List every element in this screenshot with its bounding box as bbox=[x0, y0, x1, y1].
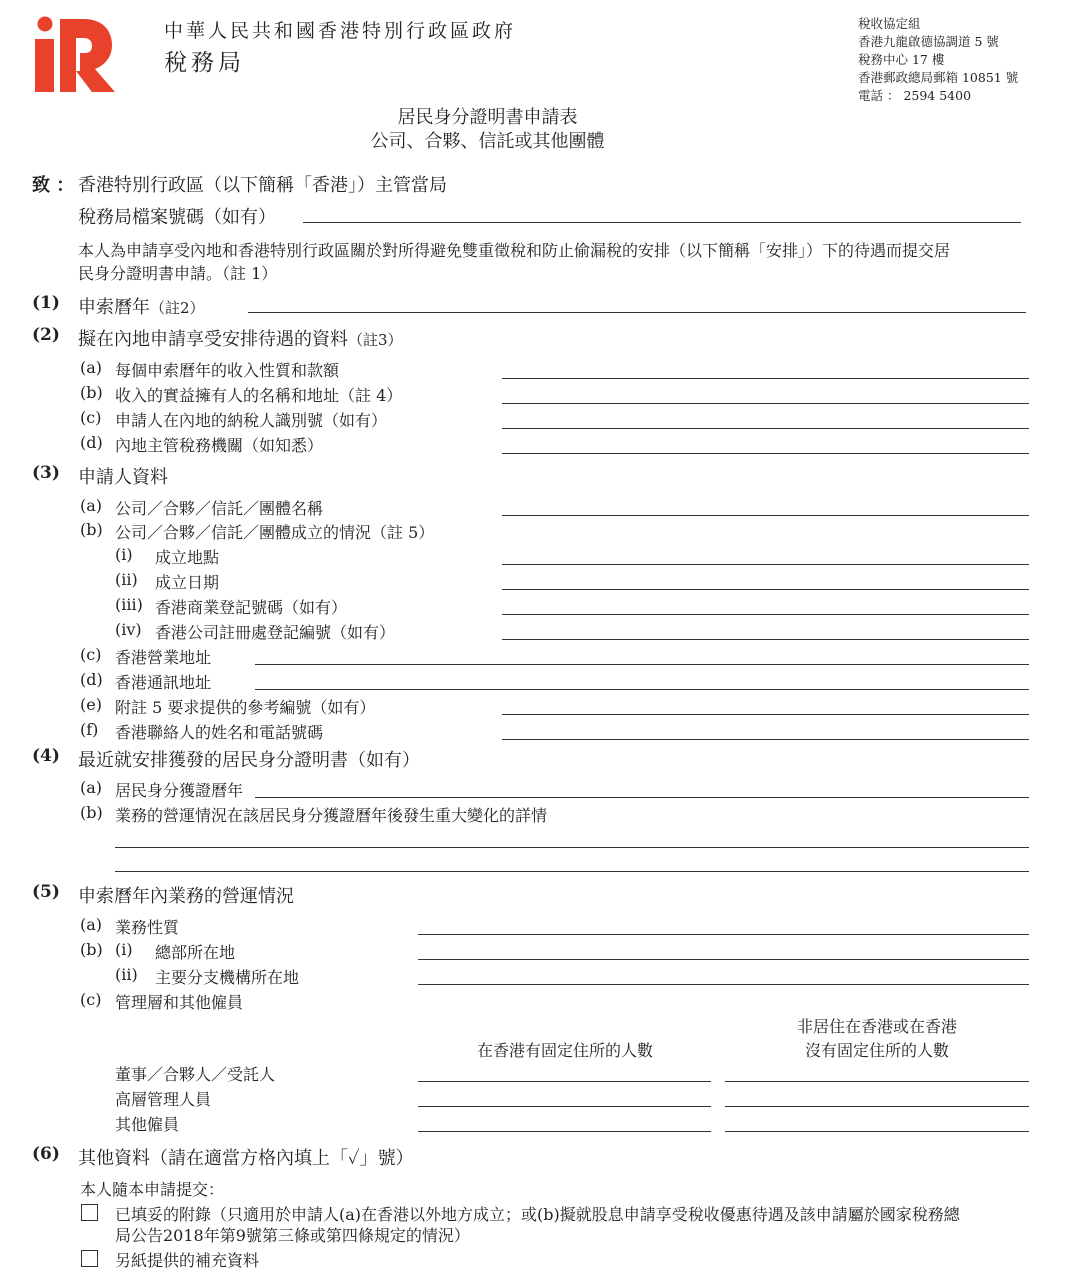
business-nature-field[interactable] bbox=[418, 934, 1029, 935]
section-number: (3) bbox=[32, 463, 60, 483]
recipient: 香港特別行政區（以下簡稱「香港」）主管當局 bbox=[78, 175, 447, 196]
item-letter: (e) bbox=[80, 695, 102, 714]
item-letter: (d) bbox=[80, 670, 103, 689]
sub-item-label: 成立地點 bbox=[155, 548, 220, 567]
form-subtitle: 公司、合夥、信託或其他團體 bbox=[370, 131, 605, 152]
br-number-field[interactable] bbox=[502, 614, 1029, 615]
section-title bbox=[78, 325, 403, 351]
section-number: (5) bbox=[32, 882, 60, 902]
address-line: 香港九龍啟德協調道 5 號 bbox=[858, 34, 999, 49]
item-letter: (b) bbox=[80, 803, 103, 822]
management-hk-count-field[interactable] bbox=[418, 1106, 711, 1107]
column-header-hk-resident: 在香港有固定住所的人數 bbox=[476, 1041, 653, 1060]
change-details-field-line[interactable] bbox=[115, 847, 1029, 848]
contact-person-field[interactable] bbox=[502, 739, 1029, 740]
appendix-option-line2: 局公告2018年第9號第三條或第四條規定的情況） bbox=[115, 1226, 470, 1245]
row-label-directors: 董事／合夥人／受託人 bbox=[115, 1065, 276, 1084]
item-letter: (a) bbox=[80, 778, 103, 797]
section-title: 申請人資料 bbox=[78, 467, 168, 488]
address-block bbox=[858, 15, 1018, 105]
supplementary-info-checkbox[interactable] bbox=[81, 1250, 98, 1267]
section-number: (4) bbox=[32, 746, 60, 766]
section-title: 最近就安排獲發的居民身分證明書（如有） bbox=[78, 750, 420, 771]
item-letter: (b) bbox=[80, 520, 103, 539]
item-letter: (c) bbox=[80, 645, 102, 664]
directors-non-hk-count-field[interactable] bbox=[725, 1081, 1029, 1082]
address-line: 稅務中心 17 樓 bbox=[858, 52, 945, 67]
correspondence-address-field[interactable] bbox=[255, 689, 1029, 690]
item-letter: (a) bbox=[80, 915, 103, 934]
item-label: 收入的實益擁有人的名稱和地址（註 4） bbox=[115, 386, 403, 405]
income-nature-field[interactable] bbox=[502, 378, 1029, 379]
item-letter: (a) bbox=[80, 358, 103, 377]
employees-hk-count-field[interactable] bbox=[418, 1131, 711, 1132]
form-title: 居民身分證明書申請表 bbox=[397, 107, 578, 128]
place-of-incorporation-field[interactable] bbox=[502, 564, 1029, 565]
mainland-taxpayer-id-field[interactable] bbox=[502, 428, 1029, 429]
management-non-hk-count-field[interactable] bbox=[725, 1106, 1029, 1107]
sub-item-label: 主要分支機構所在地 bbox=[155, 968, 300, 987]
item-label: 香港營業地址 bbox=[115, 648, 212, 667]
item-label: 業務的營運情況在該居民身分獲證曆年後發生重大變化的詳情 bbox=[115, 806, 548, 825]
address-line: 香港郵政總局郵箱 10851 號 bbox=[858, 70, 1019, 85]
sub-item-roman: (ii) bbox=[115, 570, 138, 589]
to-label: 致 ： bbox=[32, 175, 75, 196]
sub-item-label: 總部所在地 bbox=[155, 943, 236, 962]
item-label: 香港聯絡人的姓名和電話號碼 bbox=[115, 723, 324, 742]
sub-item-roman: (iv) bbox=[115, 620, 142, 639]
item-letter: (b) bbox=[80, 940, 103, 959]
column-header-non-resident-line1: 非居住在香港或在香港 bbox=[796, 1017, 957, 1036]
dept-name-line2: 稅務局 bbox=[164, 50, 245, 76]
beneficial-owner-field[interactable] bbox=[502, 403, 1029, 404]
item-letter: (b) bbox=[80, 383, 103, 402]
item-label: 管理層和其他僱員 bbox=[115, 993, 244, 1012]
directors-hk-count-field[interactable] bbox=[418, 1081, 711, 1082]
column-header-non-resident-line2: 沒有固定住所的人數 bbox=[804, 1041, 949, 1060]
file-no-field[interactable] bbox=[303, 222, 1021, 223]
section-number: (2) bbox=[32, 325, 60, 345]
sub-item-roman: (ii) bbox=[115, 965, 138, 984]
sub-item-label: 成立日期 bbox=[155, 573, 220, 592]
file-no-label: 稅務局檔案號碼（如有） bbox=[78, 207, 276, 228]
item-label: 業務性質 bbox=[115, 918, 180, 937]
statement-line: 民身分證明書申請。（註 1） bbox=[78, 264, 278, 283]
item-label: 內地主管稅務機關（如知悉） bbox=[115, 436, 324, 455]
item-label: 居民身分獲證曆年 bbox=[115, 781, 244, 800]
resident-year-field[interactable] bbox=[255, 797, 1029, 798]
item-letter: (d) bbox=[80, 433, 103, 452]
item-letter: (c) bbox=[80, 990, 102, 1009]
mainland-tax-authority-field[interactable] bbox=[502, 453, 1029, 454]
item-label: 附註 5 要求提供的參考編號（如有） bbox=[115, 698, 376, 717]
business-address-field[interactable] bbox=[255, 664, 1029, 665]
section-number: (1) bbox=[32, 293, 60, 313]
item-letter: (f) bbox=[80, 720, 99, 739]
item-label: 每個申索曆年的收入性質和款額 bbox=[115, 361, 340, 380]
appendix-option-line1: 已填妥的附錄（只適用於申請人(a)在香港以外地方成立；或(b)擬就股息申請享受稅收優惠待遇及該申請屬於國家稅務總 bbox=[115, 1205, 960, 1224]
section-title bbox=[78, 293, 205, 319]
section-number: (6) bbox=[32, 1144, 60, 1164]
date-of-incorporation-field[interactable] bbox=[502, 589, 1029, 590]
item-label: 申請人在內地的納稅人識別號（如有） bbox=[115, 411, 388, 430]
statement-line: 本人為申請享受內地和香港特別行政區關於對所得避免雙重徵稅和防止偷漏稅的安排（以下簡稱「安排」）下的待遇而提交居 bbox=[78, 241, 951, 260]
section-title-text: 擬在內地申請享受安排待遇的資料 bbox=[78, 329, 348, 350]
row-label-senior-management: 高層管理人員 bbox=[115, 1090, 212, 1109]
row-label-other-employees: 其他僱員 bbox=[115, 1115, 180, 1134]
item-label: 香港通訊地址 bbox=[115, 673, 212, 692]
change-details-field-line[interactable] bbox=[115, 871, 1029, 872]
note-ref: （註2） bbox=[150, 299, 205, 317]
section-title: 申索曆年內業務的營運情況 bbox=[78, 886, 294, 907]
supplementary-info-option: 另紙提供的補充資料 bbox=[115, 1251, 260, 1270]
claim-year-field[interactable] bbox=[248, 312, 1026, 313]
sub-item-roman: (iii) bbox=[115, 595, 143, 614]
branch-location-field[interactable] bbox=[418, 984, 1029, 985]
note-ref: （註3） bbox=[348, 331, 403, 349]
address-line: 稅收協定組 bbox=[858, 16, 921, 31]
ird-logo bbox=[32, 15, 116, 95]
employees-non-hk-count-field[interactable] bbox=[725, 1131, 1029, 1132]
item-letter: (c) bbox=[80, 408, 102, 427]
dept-name-line1: 中華人民共和國香港特別行政區政府 bbox=[164, 20, 517, 42]
reference-number-field[interactable] bbox=[502, 714, 1029, 715]
company-registry-number-field[interactable] bbox=[502, 639, 1029, 640]
sub-item-roman: (i) bbox=[115, 545, 133, 564]
item-label: 公司／合夥／信託／團體名稱 bbox=[115, 499, 324, 518]
item-letter: (a) bbox=[80, 496, 103, 515]
sub-item-label: 香港商業登記號碼（如有） bbox=[155, 598, 348, 617]
item-label: 公司／合夥／信託／團體成立的情況（註 5） bbox=[115, 523, 435, 542]
appendix-checkbox[interactable] bbox=[81, 1204, 98, 1221]
submission-intro: 本人隨本申請提交： bbox=[80, 1180, 225, 1199]
section-title: 其他資料（請在適當方格內填上「✓」號） bbox=[78, 1148, 414, 1169]
sub-item-label: 香港公司註冊處登記編號（如有） bbox=[155, 623, 396, 642]
section-title-text: 申索曆年 bbox=[78, 297, 150, 318]
headquarters-location-field[interactable] bbox=[418, 959, 1029, 960]
sub-item-roman: (i) bbox=[115, 940, 133, 959]
entity-name-field[interactable] bbox=[502, 515, 1029, 516]
address-line: 電話 ： 2594 5400 bbox=[858, 88, 972, 103]
